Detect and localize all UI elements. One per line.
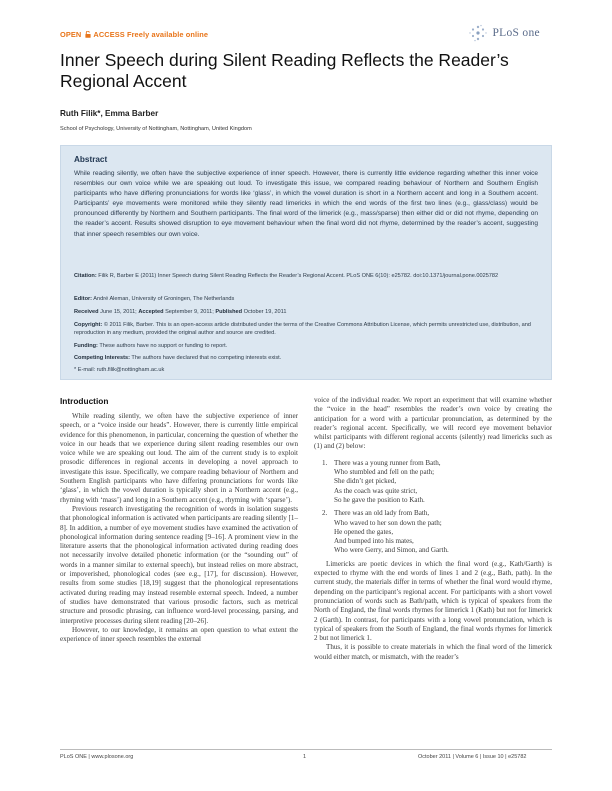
journal-logo[interactable] [468,24,540,42]
open-access-prefix: OPEN [60,30,82,39]
funding-label: Funding: [74,343,98,349]
limerick-1-line: There was a young runner from Bath, [334,458,441,467]
plos-sun-icon [468,24,488,42]
email-text[interactable]: * E-mail: ruth.filik@nottingham.ac.uk [74,367,165,373]
abstract-heading: Abstract [74,155,108,164]
journal-logo-text: PLoS one [492,27,540,39]
editor-line [74,295,542,303]
intro-paragraph-4: voice of the individual reader. We report an experiment that will examine whether the “voice in the head” resembles the reader’s own voice by creating the anticipation for a word with a particular pronunciation, as determined by the reader’s regional accent. Specifically, we will record eye movement behavior whilst participants with different regional accents (silently) read limericks such as (1) and (2) below: [314,396,552,451]
footer-issue: October 2011 | Volume 6 | Issue 10 | e25782 [418,754,527,760]
competing-text: The authors have declared that no competing interests exist. [131,355,282,361]
citation-label: Citation: [74,273,97,279]
citation-text: Filik R, Barber E (2011) Inner Speech during Silent Reading Reflects the Reader’s Regional Accent. PLoS ONE 6(10): e25782. doi:10.1371/journal.pone.0025782 [98,273,499,279]
author-list: Ruth Filik*, Emma Barber [60,109,159,118]
limerick-2 [314,509,552,555]
email-line[interactable] [74,366,542,374]
page-number: 1 [303,754,307,760]
abstract-text: While reading silently, we often have the subjective experience of inner speech. However, there is currently little evidence regarding whether this inner voice resembles our own voice while we are speaking out loud. To investigate this issue, we compared reading behaviour of Northern and Southern English participants who have differing pronunciations for words like ‘glass’, in which the vowel duration is short in a Northern accent and long in a Southern accent. Participants’ eye movements were monitored while they silently read limericks in which the end words of the first two lines (e.g., glass/class) would be pronounced differently by Northern and Southern participants. The final word of the limerick (e.g., mass/sparse) then either did or did not rhyme, depending on the reader’s accent. Results showed disruption to eye movement behaviour when the final word did not rhyme, determined by the reader’s accent, suggesting that inner speech resembles our own voice. [74,170,538,238]
editor-label: Editor: [74,296,93,302]
copyright-text: © 2011 Filik, Barber. This is an open-access article distributed under the terms of the Creative Commons Attribution License, which permits unrestricted use, distribution, and reproduction in any medium, provided the original author and source are credited. [74,322,531,337]
affiliation: School of Psychology, University of Nottingham, Nottingham, United Kingdom [60,126,252,132]
abstract-box [60,145,552,380]
accepted-text: September 9, 2011; [165,309,214,315]
funding-text: These authors have no support or funding to report. [99,343,228,349]
intro-paragraph-3: However, to our knowledge, it remains an open question to what extent the experience of inner speech resembles the external [60,625,298,644]
footer-journal[interactable]: PLoS ONE | www.plosone.org [60,754,134,760]
limerick-2-line: Who were Gerry, and Simon, and Garth. [334,546,449,555]
intro-paragraph-1: While reading silently, we often have the subjective experience of inner speech, or a “voice inside our heads”. However, there is currently little empirical evidence for this phenomenon, in particular, concerning the question of whether the voice in our heads that we experience during silent reading resembles our own voice while we are speaking out loud. The aim of the current study is to exploit prosodic differences in regional accents in developing a novel approach to investigate this issue. Specifically, we compare reading behaviour of Northern and Southern English participants who have differing pronunciations for words like ‘glass’, in which the vowel duration is typically short in a Northern accent (e.g., rhyming with ‘mass’) and long in a Southern accent (e.g., rhyming with ‘sparse’). [60,412,298,504]
published-label: Published [215,309,243,315]
limerick-1 [314,459,552,505]
accepted-label: Accepted [138,309,164,315]
limerick-1-number: 1. [322,458,328,467]
limerick-1-line: So he gave the position to Kath. [334,495,425,504]
open-lock-icon [85,31,91,38]
body-column-left [60,396,298,644]
limerick-2-line: There was an old lady from Bath, [334,509,430,518]
citation [74,272,542,280]
published-text: October 19, 2011 [243,309,287,315]
received-label: Received [74,309,99,315]
limerick-1-line: As the coach was quite strict, [334,486,418,495]
editor-text: André Aleman, University of Groningen, The Netherlands [93,296,235,302]
open-access-banner [60,30,208,39]
body-column-right [314,396,552,662]
intro-paragraph-5: Limericks are poetic devices in which the final word (e.g., Kath/Garth) is expected to rhyme with the end words of lines 1 and 2 (e.g., Bath, path). In the current study, the materials differ in terms of whether the final word would rhyme, depending on the participant’s regional accent. For participants with a short vowel pronunciation of words such as Bath/path, which is typical of speakers from the North of England, the final words rhymes for limerick 1 (Kath) but not for limerick 2 (Garth). In contrast, for participants with a long vowel pronunciation, which is typical of speakers from the South of England, the final words rhymes for limerick 2 but not limerick 1. [314,559,552,643]
copyright-line [74,321,542,338]
intro-paragraph-6: Thus, it is possible to create materials in which the final word of the limerick would either match, or mismatch, with the reader’s [314,643,552,661]
limerick-1-line: Who stumbled and fell on the path; [334,468,435,477]
article-title: Inner Speech during Silent Reading Reflects the Reader’s Regional Accent [60,50,509,91]
received-text: June 15, 2011; [100,309,137,315]
funding-line [74,342,542,350]
competing-interests-line [74,354,542,362]
open-access-suffix: ACCESS Freely available online [93,30,209,39]
limerick-2-line: And bumped into his mates, [334,537,414,546]
limerick-2-line: He opened the gates, [334,527,394,536]
competing-label: Competing Interests: [74,355,130,361]
limerick-1-line: She didn’t get picked, [334,477,397,486]
limerick-2-number: 2. [322,509,328,518]
introduction-heading: Introduction [60,396,109,406]
limerick-2-line: Who waved to her son down the path; [334,518,442,527]
dates-line [74,308,542,316]
intro-paragraph-2: Previous research investigating the recognition of words in isolation suggests that phonological information is activated when participants are reading silently [1–8]. In addition, a number of eye movement studies have examined the activation of phonological information during sentence reading [9–16]. A prominent view in the literature asserts that the phonological information activated during reading does not necessarily involve detailed phonetic information (or the “sounding out” of words in a manner similar to external speech), but instead relies on more abstract, or impoverished, phonological codes (see e.g., [17], for discussion). However, results from some studies [18,19] suggest that the phonological representations activated during reading may instead resemble external speech. Indeed, a number of studies have demonstrated that various prosodic factors, such as metrical structure and prosodic phrasing, can influence word-level processing, parsing, and interpretive processes during silent reading [20–26]. [60,504,298,625]
copyright-label: Copyright: [74,322,103,328]
footer-divider [60,749,552,750]
